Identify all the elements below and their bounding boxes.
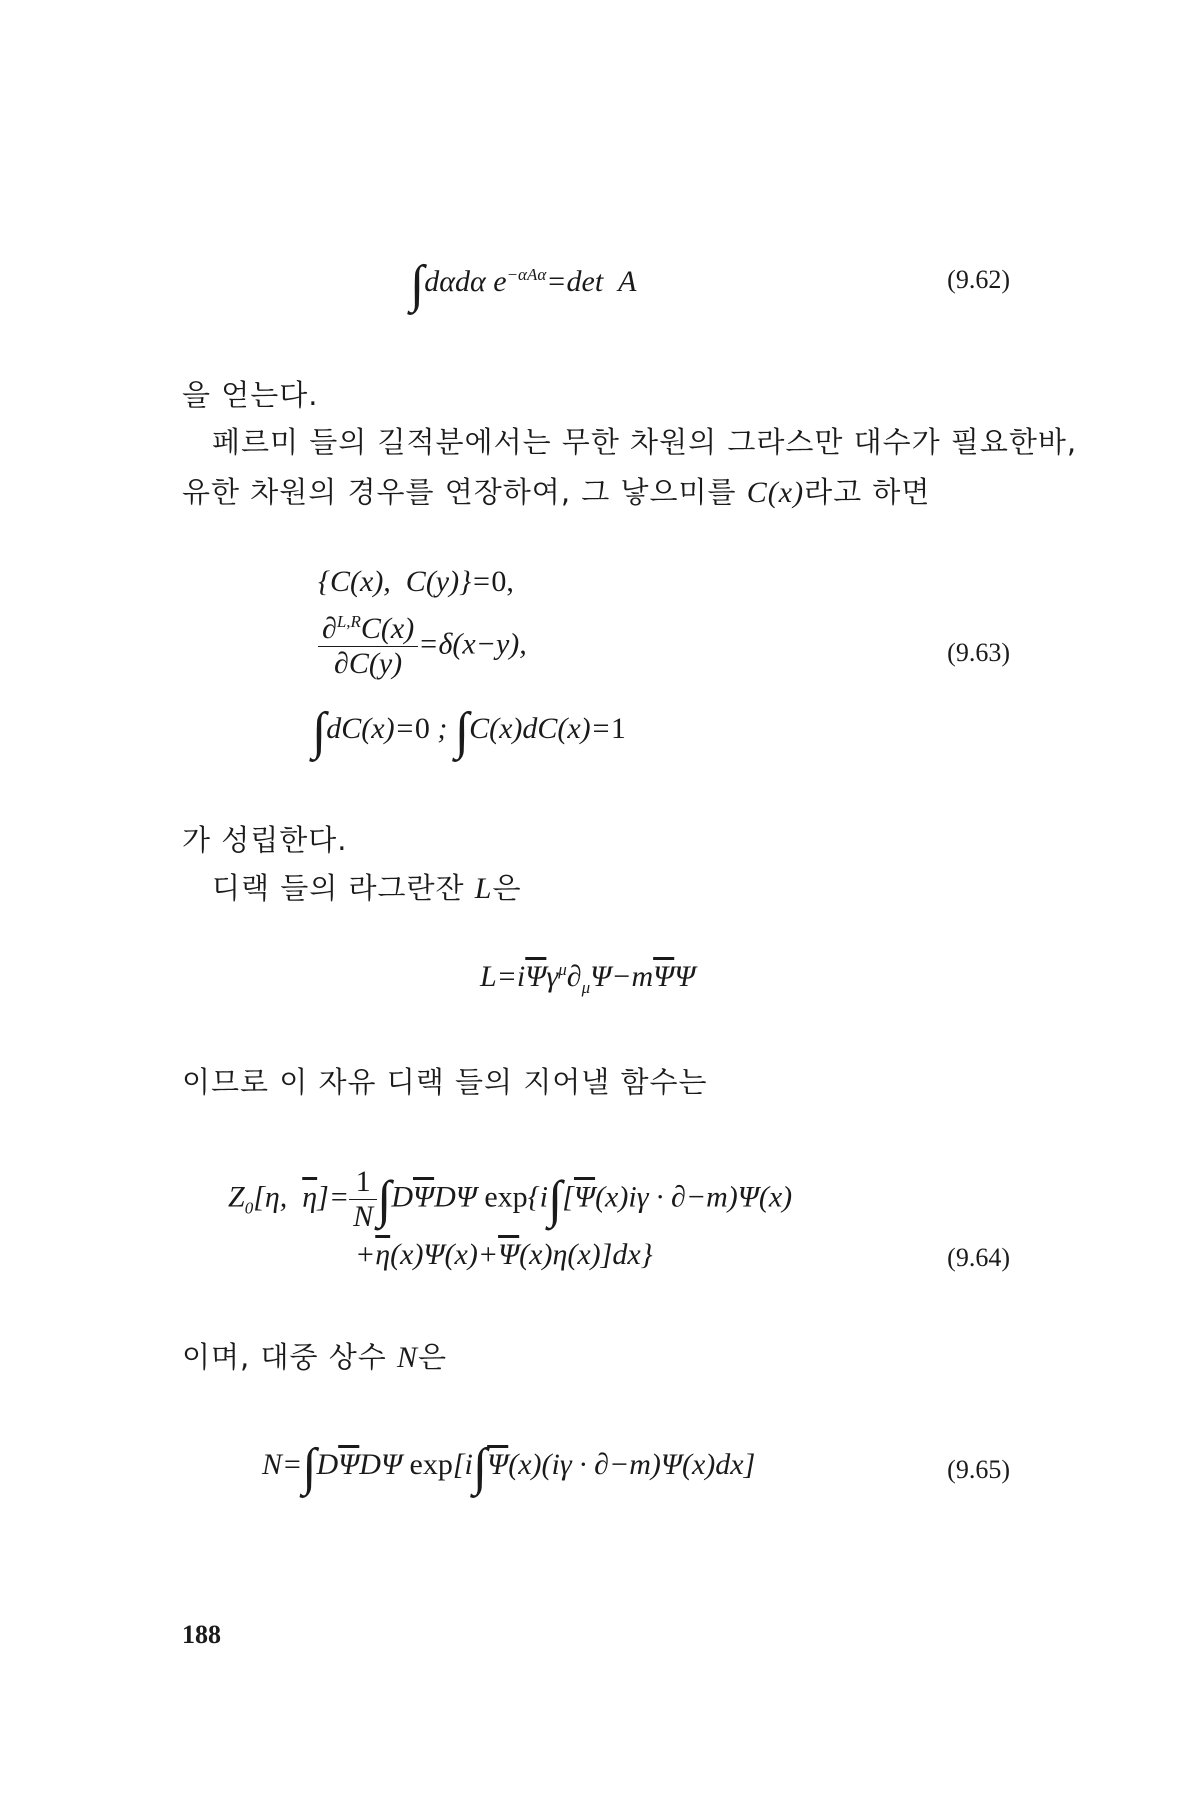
lagrangian-equation: $L=i\overline{\Psi}\gamma^\mu\partial_\mu\Psi-m\overline{\Psi}\Psi$: [480, 960, 696, 997]
equation-number: (9.64): [947, 1243, 1010, 1272]
inline-math: C(x): [746, 476, 805, 509]
inline-math: N: [396, 1341, 418, 1374]
page-number: 188: [182, 1620, 221, 1649]
paragraph-text: [182, 866, 521, 907]
text-segment: 이며, 대중 상수: [182, 1340, 397, 1374]
equation-9-63-line2: $\frac{\partial^{L,R}C(x)}{\partial C(y)}$ =δ(x−y),: [318, 612, 527, 681]
paragraph-text: [182, 470, 930, 511]
paragraph-text: 가 성립한다.: [182, 823, 348, 857]
equation-9-62: ∫dαdα $e^{-\alpha A\alpha}=\det$ A: [410, 256, 637, 313]
paragraph-text: 을 얻는다.: [182, 378, 319, 412]
equation-9-64-line1: $Z_0[\eta$, $\overline{\eta}]=$ $\frac{1}{N}$ $\int D\overline{\Psi}D\Psi$ $\exp\{i\int[\overline{\Psi}(x)i\gamma \cdot \partial-m)\Psi(x)$: [228, 1165, 793, 1233]
text-segment: 은: [417, 1340, 447, 1374]
text-segment: 유한 차원의 경우를 연장하여, 그 낳으미를: [182, 475, 747, 509]
text-segment: 은: [492, 871, 522, 905]
equation-9-65: $N=\int D\overline{\Psi}D\Psi$ $\exp[i\int\overline{\Psi}(x)(i\gamma \cdot \partial-m)\Psi(x)dx]$: [262, 1439, 756, 1496]
equation-9-63-line1: {C(x), C(y)}=0,: [318, 565, 514, 598]
equation-9-64-line2: $+\overline{\eta}(x)\Psi(x)+\overline{\Psi}(x)\eta(x)]dx$}: [355, 1238, 653, 1271]
paragraph-text: [182, 1335, 447, 1376]
text-segment: 라고 하면: [804, 475, 931, 509]
paragraph-text: 페르미 들의 길적분에서는 무한 차원의 그라스만 대수가 필요한바,: [212, 425, 1078, 459]
equation-number: (9.62): [947, 265, 1010, 294]
inline-math: L: [474, 872, 493, 905]
equation-number: (9.65): [947, 1455, 1010, 1484]
equation-9-63-line3: ∫dC(x)=0 ; ∫C(x)dC(x)=1: [312, 703, 626, 760]
text-segment: 디랙 들의 라그란잔: [212, 871, 475, 905]
paragraph-text: 이므로 이 자유 디랙 들의 지어낼 함수는: [182, 1065, 708, 1099]
equation-number: (9.63): [947, 638, 1010, 667]
